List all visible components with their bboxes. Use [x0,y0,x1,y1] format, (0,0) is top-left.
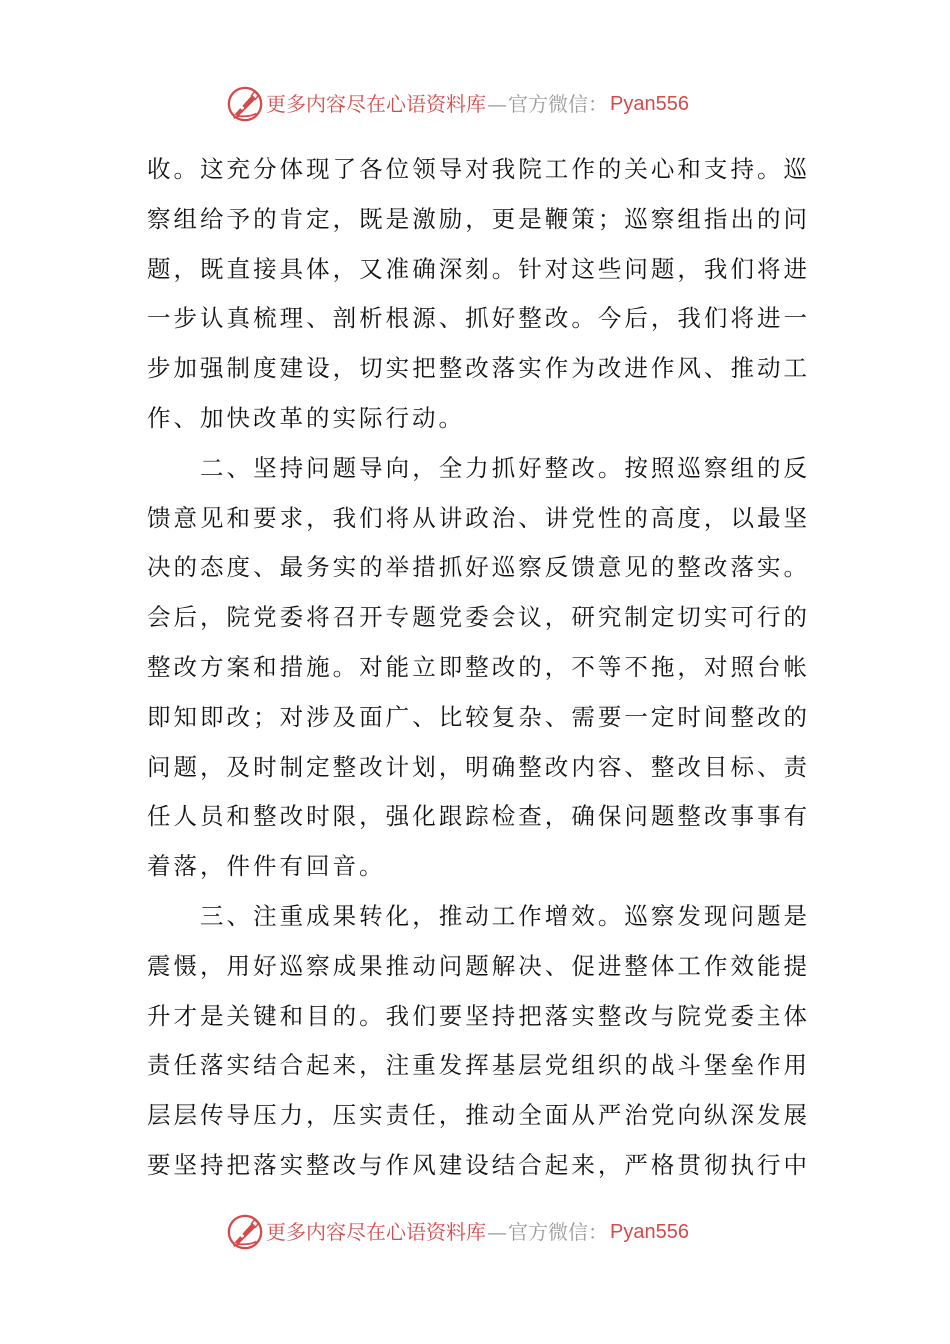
banner-main-text: 更多内容尽在心语资料库 [266,92,486,116]
text-line: 会后，院党委将召开专题党委会议，研究制定切实可行的 [147,603,807,632]
banner-wechat-label: 官方微信： [508,92,608,116]
text-line: 要坚持把落实整改与作风建设结合起来，严格贯彻执行中 [147,1150,807,1179]
text-line: 馈意见和要求，我们将从讲政治、讲党性的高度，以最坚 [147,503,807,532]
text-line: 层层传导压力，压实责任，推动全面从严治党向纵深发展 [147,1101,807,1130]
footer-banner[interactable] [226,1212,689,1252]
pen-nib-logo-icon [226,85,264,123]
text-line: 即知即改；对涉及面广、比较复杂、需要一定时间整改的 [147,702,807,731]
banner-dash: — [487,1220,507,1244]
header-banner[interactable] [226,84,689,124]
text-line: 题，既直接具体，又准确深刻。针对这些问题，我们将进 [147,254,807,283]
text-line: 责任落实结合起来，注重发挥基层党组织的战斗堡垒作用 [147,1051,807,1080]
text-line: 步加强制度建设，切实把整改落实作为改进作风、推动工 [147,354,807,383]
text-line: 着落，件件有回音。 [147,852,386,881]
banner-text [266,90,689,118]
text-line: 作、加快改革的实际行动。 [147,403,465,432]
banner-main-text: 更多内容尽在心语资料库 [266,1220,486,1244]
text-line: 问题，及时制定整改计划，明确整改内容、整改目标、责 [147,752,807,781]
text-line: 二、坚持问题导向，全力抓好整改。按照巡察组的反 [147,453,807,482]
text-line: 整改方案和措施。对能立即整改的，不等不拖，对照台帐 [147,652,807,681]
text-line: 震慑，用好巡察成果推动问题解决、促进整体工作效能提 [147,951,807,980]
pen-nib-logo-icon [226,1213,264,1251]
text-line: 察组给予的肯定，既是激励，更是鞭策；巡察组指出的问 [147,204,807,233]
text-line: 决的态度、最务实的举措抓好巡察反馈意见的整改落实。 [147,553,807,582]
text-line: 收。这充分体现了各位领导对我院工作的关心和支持。巡 [147,155,807,183]
banner-wechat-id: Pyan556 [610,1221,689,1243]
text-line: 三、注重成果转化，推动工作增效。巡察发现问题是 [147,901,807,930]
banner-dash: — [487,92,507,116]
text-line: 升才是关键和目的。我们要坚持把落实整改与院党委主体 [147,1001,807,1030]
text-line: 任人员和整改时限，强化跟踪检查，确保问题整改事事有 [147,802,807,831]
banner-wechat-label: 官方微信： [508,1220,608,1244]
document-body [147,145,807,1191]
banner-text [266,1218,689,1246]
banner-wechat-id: Pyan556 [610,93,689,115]
text-line: 一步认真梳理、剖析根源、抓好整改。今后，我们将进一 [147,304,807,333]
